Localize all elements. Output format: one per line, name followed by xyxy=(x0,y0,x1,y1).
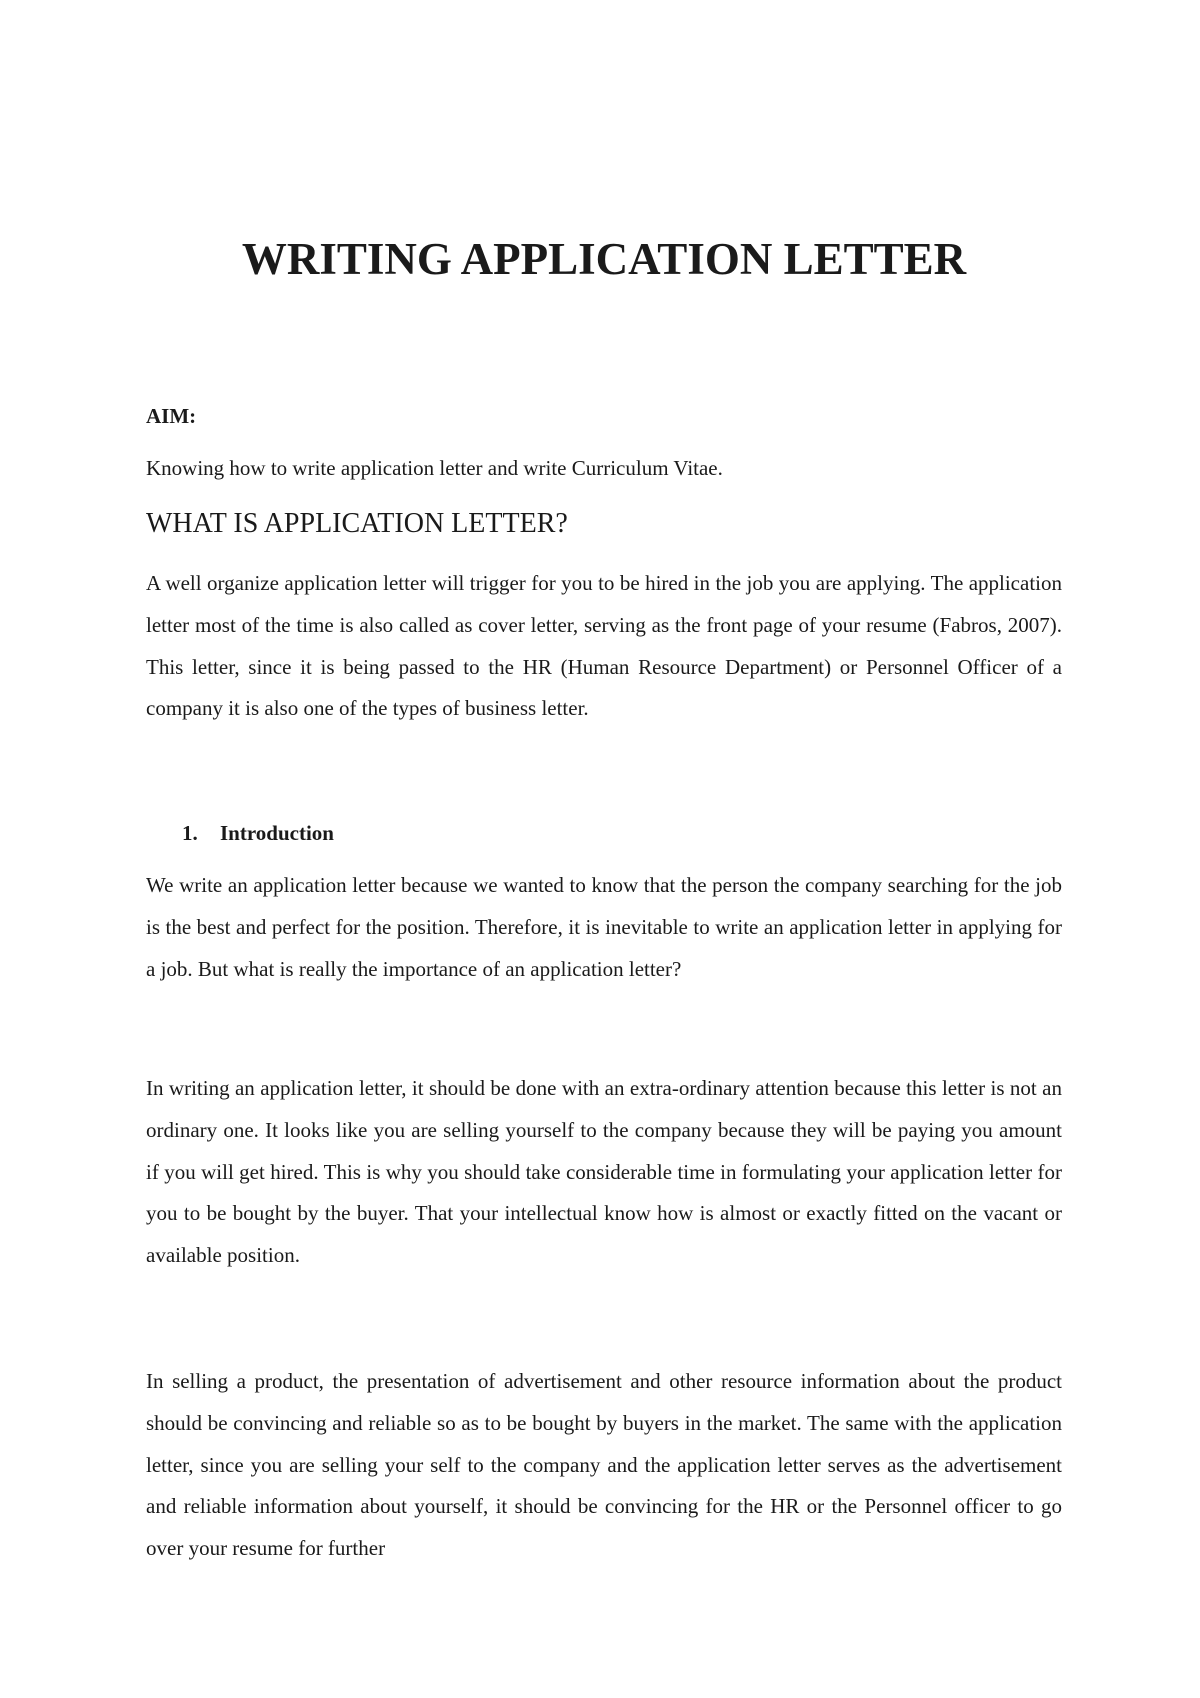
document-title: WRITING APPLICATION LETTER xyxy=(241,234,967,284)
aim-label: AIM: xyxy=(146,404,197,428)
list-number: 1. xyxy=(182,821,198,845)
list-label: Introduction xyxy=(220,821,334,845)
list-heading-introduction xyxy=(182,820,334,846)
section-heading: WHAT IS APPLICATION LETTER? xyxy=(146,508,568,539)
paragraph-definition: A well organize application letter will trigger for you to be hired in the job you are applying. The application letter most of the time is also called as cover letter, serving as the front page of your resume (Fabros, 2007). This letter, since it is being passed to the HR (Human Resource Department) or Personnel Officer of a company it is also one of the types of business letter. xyxy=(146,571,1062,721)
paragraph-introduction: We write an application letter because we wanted to know that the person the company searching for the job is the best and perfect for the position. Therefore, it is inevitable to write an application letter in applying for a job. But what is really the importance of an application letter? xyxy=(146,873,1062,981)
aim-text: Knowing how to write application letter and write Curriculum Vitae. xyxy=(146,456,723,480)
paragraph-writing-attention: In writing an application letter, it should be done with an extra-ordinary attention because this letter is not an ordinary one. It looks like you are selling yourself to the company because they will be paying you amount if you will get hired. This is why you should take considerable time in formulating your application letter for you to be bought by the buyer. That your intellectual know how is almost or exactly fitted on the vacant or available position. xyxy=(146,1076,1062,1268)
paragraph-selling-product: In selling a product, the presentation of advertisement and other resource information about the product should be convincing and reliable so as to be bought by buyers in the market. The same with the application letter, since you are selling your self to the company and the application letter serves as the advertisement and reliable information about yourself, it should be convincing for the HR or the Personnel officer to go over your resume for further xyxy=(146,1369,1062,1561)
